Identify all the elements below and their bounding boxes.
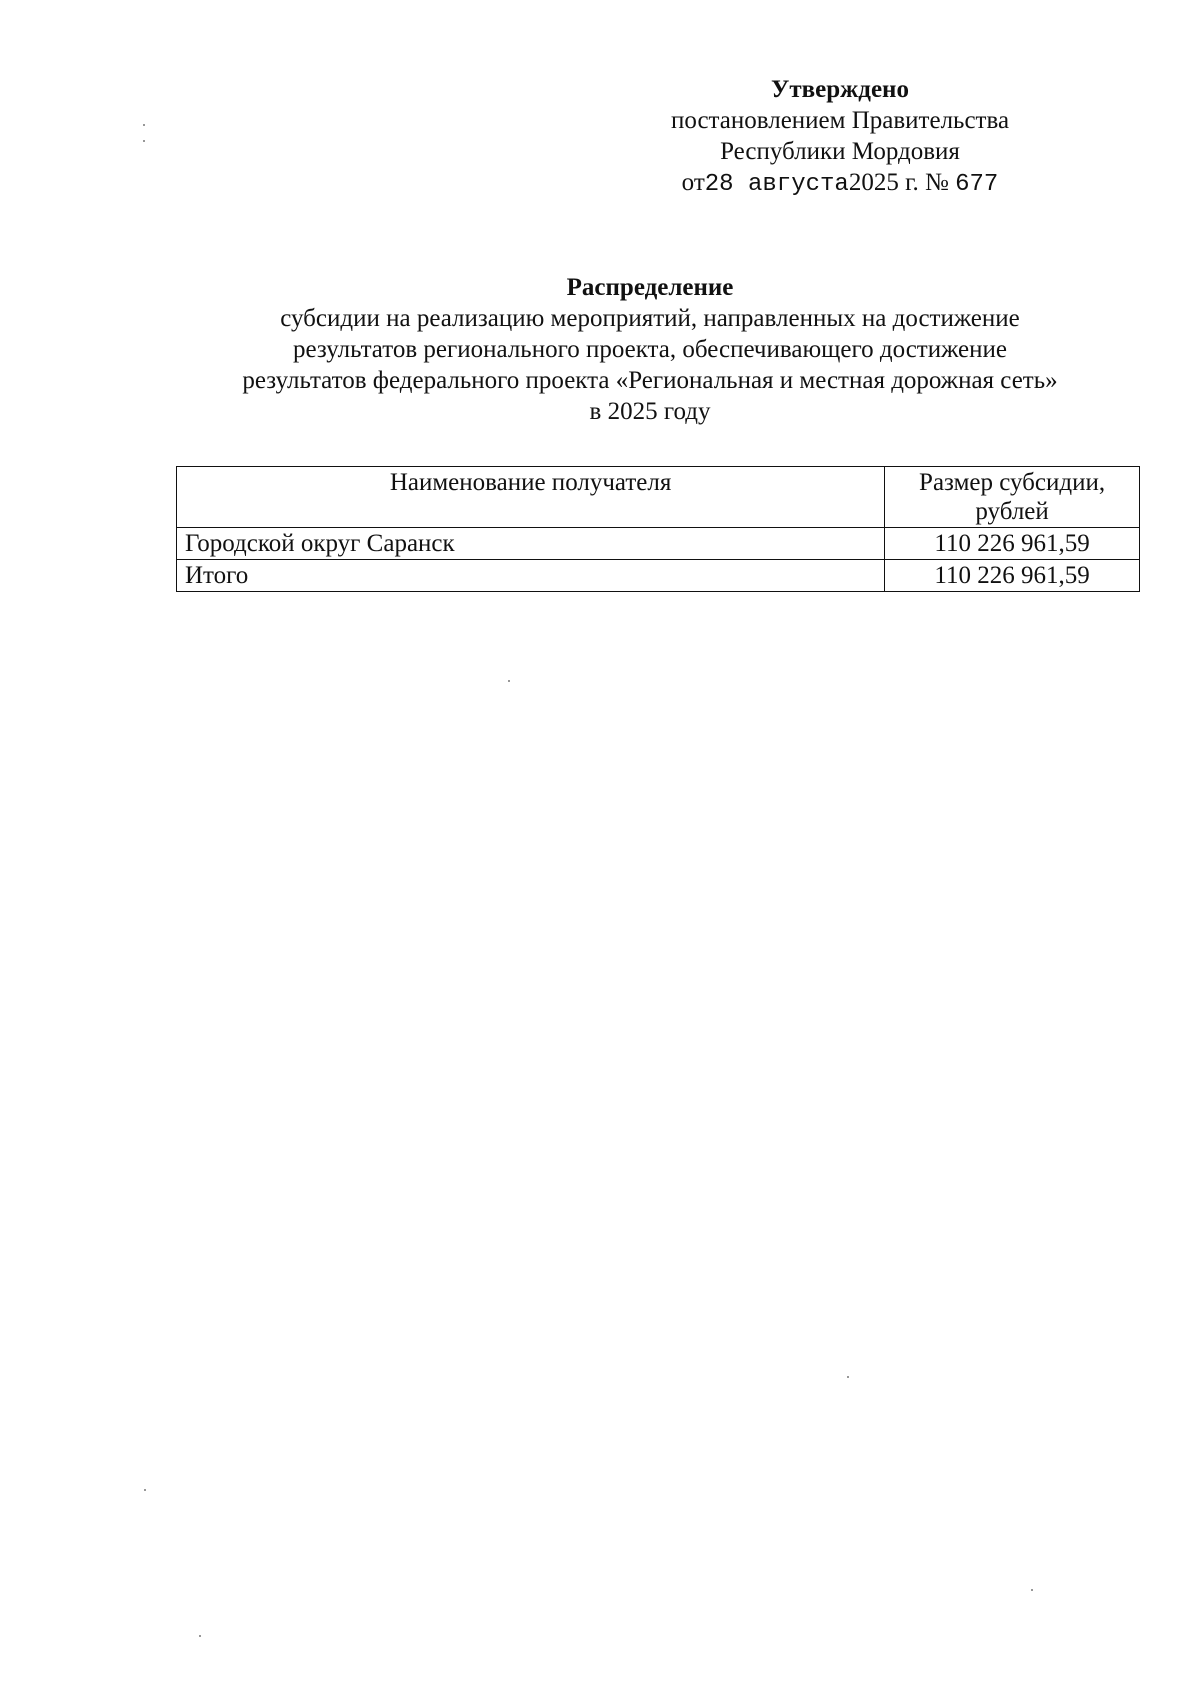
approval-stamp <box>640 74 1040 200</box>
scan-speck <box>847 1376 849 1378</box>
header-amount-line-2: рублей <box>975 498 1049 525</box>
scan-speck <box>199 1635 201 1637</box>
approval-line-1: постановлением Правительства <box>670 107 1010 134</box>
title-line-4: в 2025 году <box>589 398 711 425</box>
scan-speck <box>508 680 510 682</box>
subsidy-amount: 110 226 961,59 <box>885 528 1140 560</box>
approval-line-2: Республики Мордовия <box>720 138 960 165</box>
scan-speck <box>1031 1589 1033 1591</box>
title-line-3: результатов федерального проекта «Региональная и местная дорожная сеть» <box>242 367 1058 394</box>
header-recipient: Наименование получателя <box>177 467 885 528</box>
total-amount: 110 226 961,59 <box>885 560 1140 592</box>
distribution-table <box>176 466 1140 592</box>
title-line-2: результатов регионального проекта, обеспечивающего достижение <box>292 336 1007 363</box>
date-year: 2025 г. № <box>848 169 949 196</box>
table-header-row <box>177 467 1140 528</box>
document-number: 677 <box>955 171 999 198</box>
recipient-name: Городской округ Саранск <box>177 528 885 560</box>
document-title <box>160 272 1140 427</box>
table-row-total <box>177 560 1140 592</box>
date-handwritten: 28 августа <box>704 171 849 198</box>
table-row <box>177 528 1140 560</box>
header-amount <box>885 467 1140 528</box>
scan-speck <box>143 140 145 142</box>
approval-heading: Утверждено <box>771 76 909 103</box>
title-line-1: субсидии на реализацию мероприятий, направленных на достижение <box>280 305 1020 332</box>
header-amount-line-1: Размер субсидии, <box>919 469 1106 496</box>
total-label: Итого <box>177 560 885 592</box>
scan-speck <box>144 1489 146 1491</box>
approval-date-line <box>640 167 1040 200</box>
title-heading: Распределение <box>566 274 734 301</box>
date-prefix: от <box>681 169 705 196</box>
scan-speck <box>143 124 145 126</box>
